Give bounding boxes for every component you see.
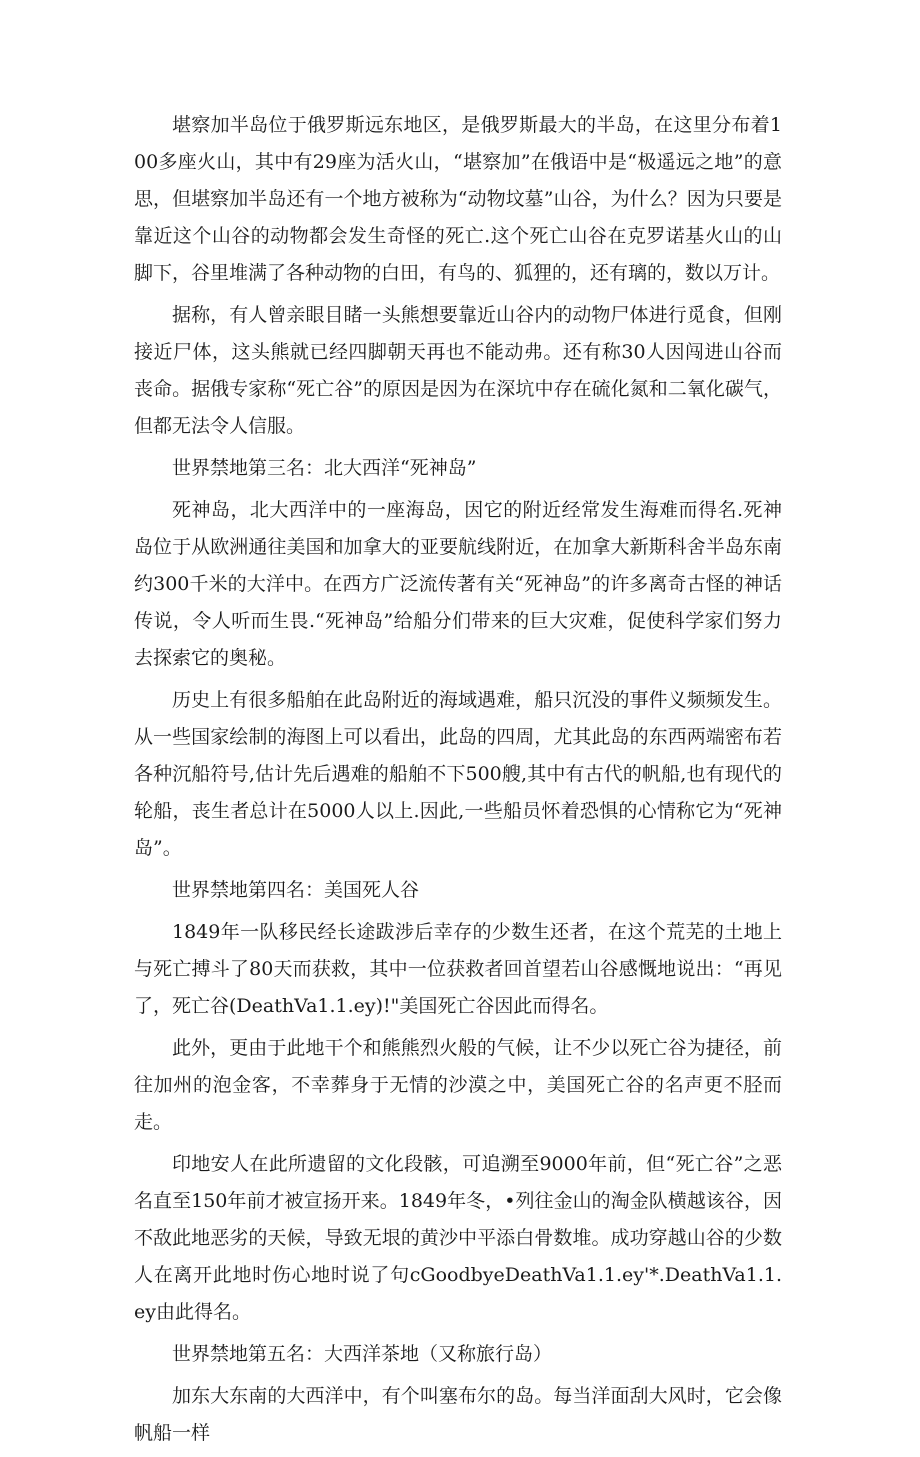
paragraph-death-valley-1849: 1849年一队移民经长途跋涉后幸存的少数生还者，在这个荒芜的土地上与死亡搏斗了80天而获救，其中一位获救者回首望若山谷感慨地说出：“再见了，死亡谷(DeathVa1.1.ey)!"美国死亡谷因此而得名。 — [134, 921, 782, 1017]
document-body — [134, 107, 782, 1457]
section-heading-fifth: 世界禁地第五名：大西洋茶地（又称旅行岛） — [172, 1343, 553, 1365]
paragraph-sable-island: 加东大东南的大西洋中，有个叫塞布尔的岛。每当洋面刮大风时，它会像帆船一样 — [134, 1385, 782, 1444]
paragraph-kamchatka-intro: 堪察加半岛位于俄罗斯远东地区，是俄罗斯最大的半岛，在这里分布着100多座火山，其中有29座为活火山，“堪察加”在俄语中是“极遥远之地”的意思，但堪察加半岛还有一个地方被称为“动物坟墓”山谷，为什么？因为只要是靠近这个山谷的动物都会发生奇怪的死亡.这个死亡山谷在克罗诺基火山的山脚下，谷里堆满了各种动物的白田，有鸟的、狐狸的，还有璃的，数以万计。 — [134, 114, 782, 284]
paragraph-death-valley-climate: 此外，更由于此地干个和熊熊烈火般的气候，让不少以死亡谷为捷径，前往加州的泡金客，不幸葬身于无情的沙漠之中，美国死亡谷的名声更不胫而走。 — [134, 1037, 782, 1133]
section-heading-third: 世界禁地第三名：北大西洋“死神岛” — [172, 457, 477, 479]
paragraph-death-island-intro: 死神岛，北大西洋中的一座海岛，因它的附近经常发生海难而得名.死神岛位于从欧洲通往美国和加拿大的亚要航线附近，在加拿大新斯科舍半岛东南约300千米的大洋中。在西方广泛流传著有关“死神岛”的许多离奇古怪的神话传说，令人听而生畏.“死神岛”给船分们带来的巨大灾难，促使科学家们努力去探索它的奥秘。 — [134, 499, 782, 669]
section-heading-fourth: 世界禁地第四名：美国死人谷 — [172, 879, 420, 901]
paragraph-death-island-history: 历史上有很多船舶在此岛附近的海域遇难，船只沉没的事件义频频发生。从一些国家绘制的海图上可以看出，此岛的四周，尤其此岛的东西两端密布若各种沉船符号,估计先后遇难的船舶不下500艘,其中有古代的帆船,也有现代的轮船，丧生者总计在5000人以上.因此,一些船员怀着恐惧的心情称它为“死神岛”。 — [134, 689, 782, 859]
paragraph-kamchatka-bear: 据称，有人曾亲眼目睹一头熊想要靠近山谷内的动物尸体进行觅食，但刚接近尸体，这头熊就已经四脚朝天再也不能动弗。还有称30人因闯进山谷而丧命。据俄专家称“死亡谷”的原因是因为在深坑中存在硫化氮和二氧化碳气，但都无法令人信服。 — [134, 304, 782, 437]
paragraph-death-valley-history: 印地安人在此所遗留的文化段骸，可追溯至9000年前，但“死亡谷”之恶名直至150年前才被宣扬开来。1849年冬，•列往金山的淘金队横越该谷，因不敌此地恶劣的天候，导致无垠的黄沙中平添白骨数堆。成功穿越山谷的少数人在离开此地时伤心地时说了句cGoodbyeDeathVa1.1.ey'*.DeathVa1.1.ey由此得名。 — [134, 1153, 782, 1323]
